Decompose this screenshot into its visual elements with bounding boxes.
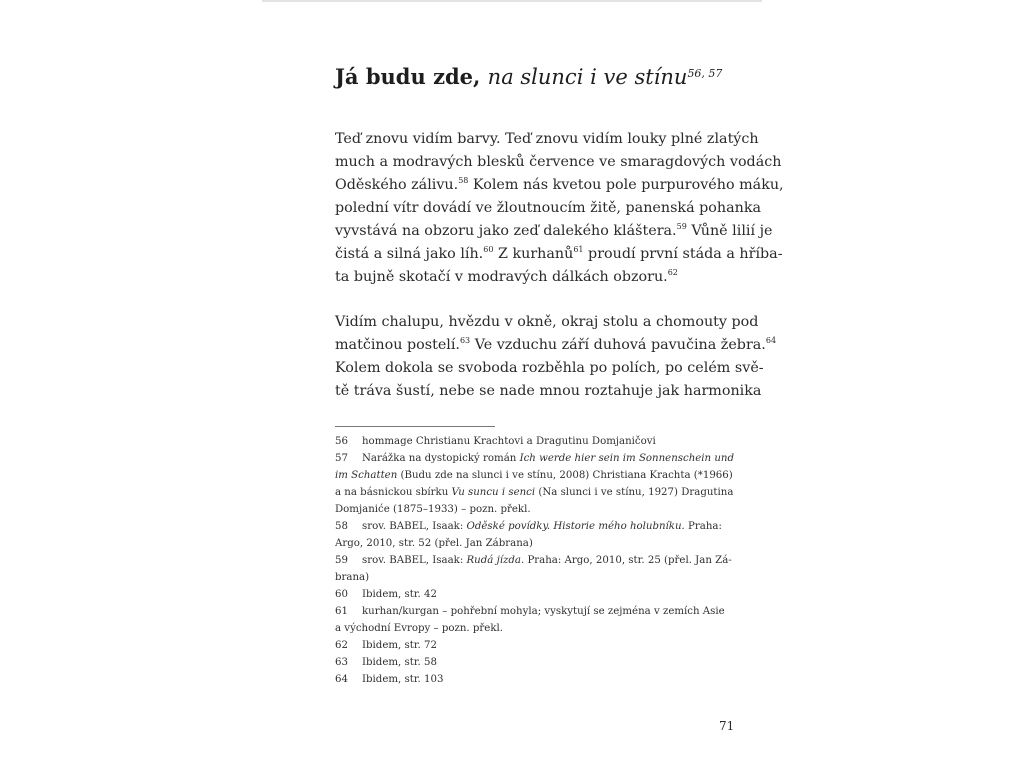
footnote-text: Argo, 2010, str. 52 (přel. Jan Zábrana) [335, 538, 533, 549]
footnote-italic-title: Oděské povídky. Historie mého holubníku. [466, 521, 685, 532]
paragraph-text: vyvstává na obzoru jako zeď dalekého kláštera. [335, 223, 677, 239]
footnotes [335, 433, 734, 688]
footnote-divider [335, 426, 495, 427]
footnote-text: a na básnickou sbírku [335, 487, 452, 498]
footnote-number: 64 [335, 674, 348, 685]
chapter-title-main: Já budu zde, [335, 64, 488, 89]
footnote-58 [335, 518, 722, 552]
footnote-italic-title: im Schatten [335, 470, 398, 481]
footnote-text: srov. BABEL, Isaak: [362, 555, 467, 566]
paragraph-text: matčinou postelí. [335, 337, 460, 353]
top-rule [262, 0, 762, 2]
footnote-ref: 64 [765, 336, 777, 346]
footnote-ref: 60 [483, 245, 494, 255]
paragraph-text: Z kurhanů [493, 246, 574, 262]
paragraph-line: polední vítr dovádí ve žloutnoucím žitě, panenská pohanka [335, 200, 762, 216]
footnote-number: 63 [335, 657, 348, 668]
footnote-text: Ibidem, str. 103 [362, 674, 444, 685]
footnote-text: Praha: Argo, 2010, str. 25 (přel. Jan Zá- [524, 555, 732, 566]
footnote-56 [335, 433, 695, 450]
footnote-ref: 61 [573, 245, 584, 255]
paragraph-text: ta bujně skotačí v modravých dálkách obzoru. [335, 269, 668, 285]
footnote-ref: 62 [667, 268, 678, 278]
paragraph-line [335, 243, 783, 266]
footnote-text: (Na slunci i ve stínu, 1927) Dragutina [535, 487, 734, 498]
footnote-57 [335, 450, 734, 518]
paragraph-line [335, 220, 773, 243]
paragraph-line: Teď znovu vidím barvy. Teď znovu vidím louky plné zlatých [335, 131, 759, 147]
paragraph-line: tě tráva šustí, nebe se nade mnou roztahuje jak harmonika [335, 383, 762, 399]
footnote-number: 58 [335, 521, 348, 532]
paragraph-text: čistá a silná jako líh. [335, 246, 484, 262]
footnote-text: srov. BABEL, Isaak: [362, 521, 467, 532]
footnote-63 [335, 654, 695, 671]
paragraph-line [335, 174, 784, 197]
footnote-text: Praha: [684, 521, 722, 532]
paragraph-2 [335, 311, 777, 403]
footnote-number: 57 [335, 453, 348, 464]
footnote-text: Ibidem, str. 72 [362, 640, 438, 651]
paragraph-text: Ve vzduchu září duhová pavučina žebra. [470, 337, 766, 353]
paragraph-line [335, 266, 695, 289]
footnote-number: 60 [335, 589, 348, 600]
footnote-text: a východní Evropy – pozn. překl. [335, 623, 503, 634]
footnote-italic-title: Rudá jízda. [466, 555, 525, 566]
footnote-60 [335, 586, 695, 603]
footnote-text: Ibidem, str. 42 [362, 589, 438, 600]
footnote-text: Narážka na dystopický román [362, 453, 520, 464]
chapter-title-footnote-refs: 56, 57 [687, 67, 723, 80]
paragraph-1 [335, 128, 784, 289]
footnote-text: (Budu zde na slunci i ve stínu, 2008) Christiana Krachta (*1966) [397, 470, 733, 481]
footnote-ref: 59 [676, 222, 687, 232]
paragraph-line: much a modravých blesků července ve smaragdových vodách [335, 154, 782, 170]
paragraph-line [335, 334, 777, 357]
page-number: 71 [719, 719, 735, 733]
footnote-number: 59 [335, 555, 348, 566]
footnote-59 [335, 552, 732, 586]
footnote-text: hommage Christianu Krachtovi a Dragutinu Domjaničovi [362, 436, 656, 447]
footnote-text: Ibidem, str. 58 [362, 657, 438, 668]
footnote-ref: 63 [459, 336, 471, 346]
footnote-61 [335, 603, 725, 637]
footnote-64 [335, 671, 695, 688]
paragraph-text: proudí první stáda a hříba- [583, 246, 783, 262]
footnote-number: 61 [335, 606, 348, 617]
footnote-italic-title: Ich werde hier sein im Sonnenschein und [519, 453, 734, 464]
chapter-title [335, 60, 723, 90]
paragraph-text: Kolem nás kvetou pole purpurového máku, [468, 177, 784, 193]
footnote-italic-title: Vu suncu i senci [451, 487, 536, 498]
footnote-text: kurhan/kurgan – pohřební mohyla; vyskytují se zejména v zemích Asie [362, 606, 725, 617]
paragraph-line: Vidím chalupu, hvězdu v okně, okraj stolu a chomouty pod [335, 314, 759, 330]
footnote-number: 62 [335, 640, 348, 651]
footnote-text: Domjaniće (1875–1933) – pozn. překl. [335, 504, 531, 515]
footnote-62 [335, 637, 695, 654]
footnote-ref: 58 [458, 176, 469, 186]
footnote-number: 56 [335, 436, 348, 447]
paragraph-text: Oděského zálivu. [335, 177, 459, 193]
paragraph-line: Kolem dokola se svoboda rozběhla po polích, po celém svě- [335, 360, 764, 376]
chapter-title-italic: na slunci i ve stínu [487, 65, 688, 89]
footnote-text: brana) [335, 572, 370, 583]
paragraph-text: Vůně lilií je [686, 223, 773, 239]
